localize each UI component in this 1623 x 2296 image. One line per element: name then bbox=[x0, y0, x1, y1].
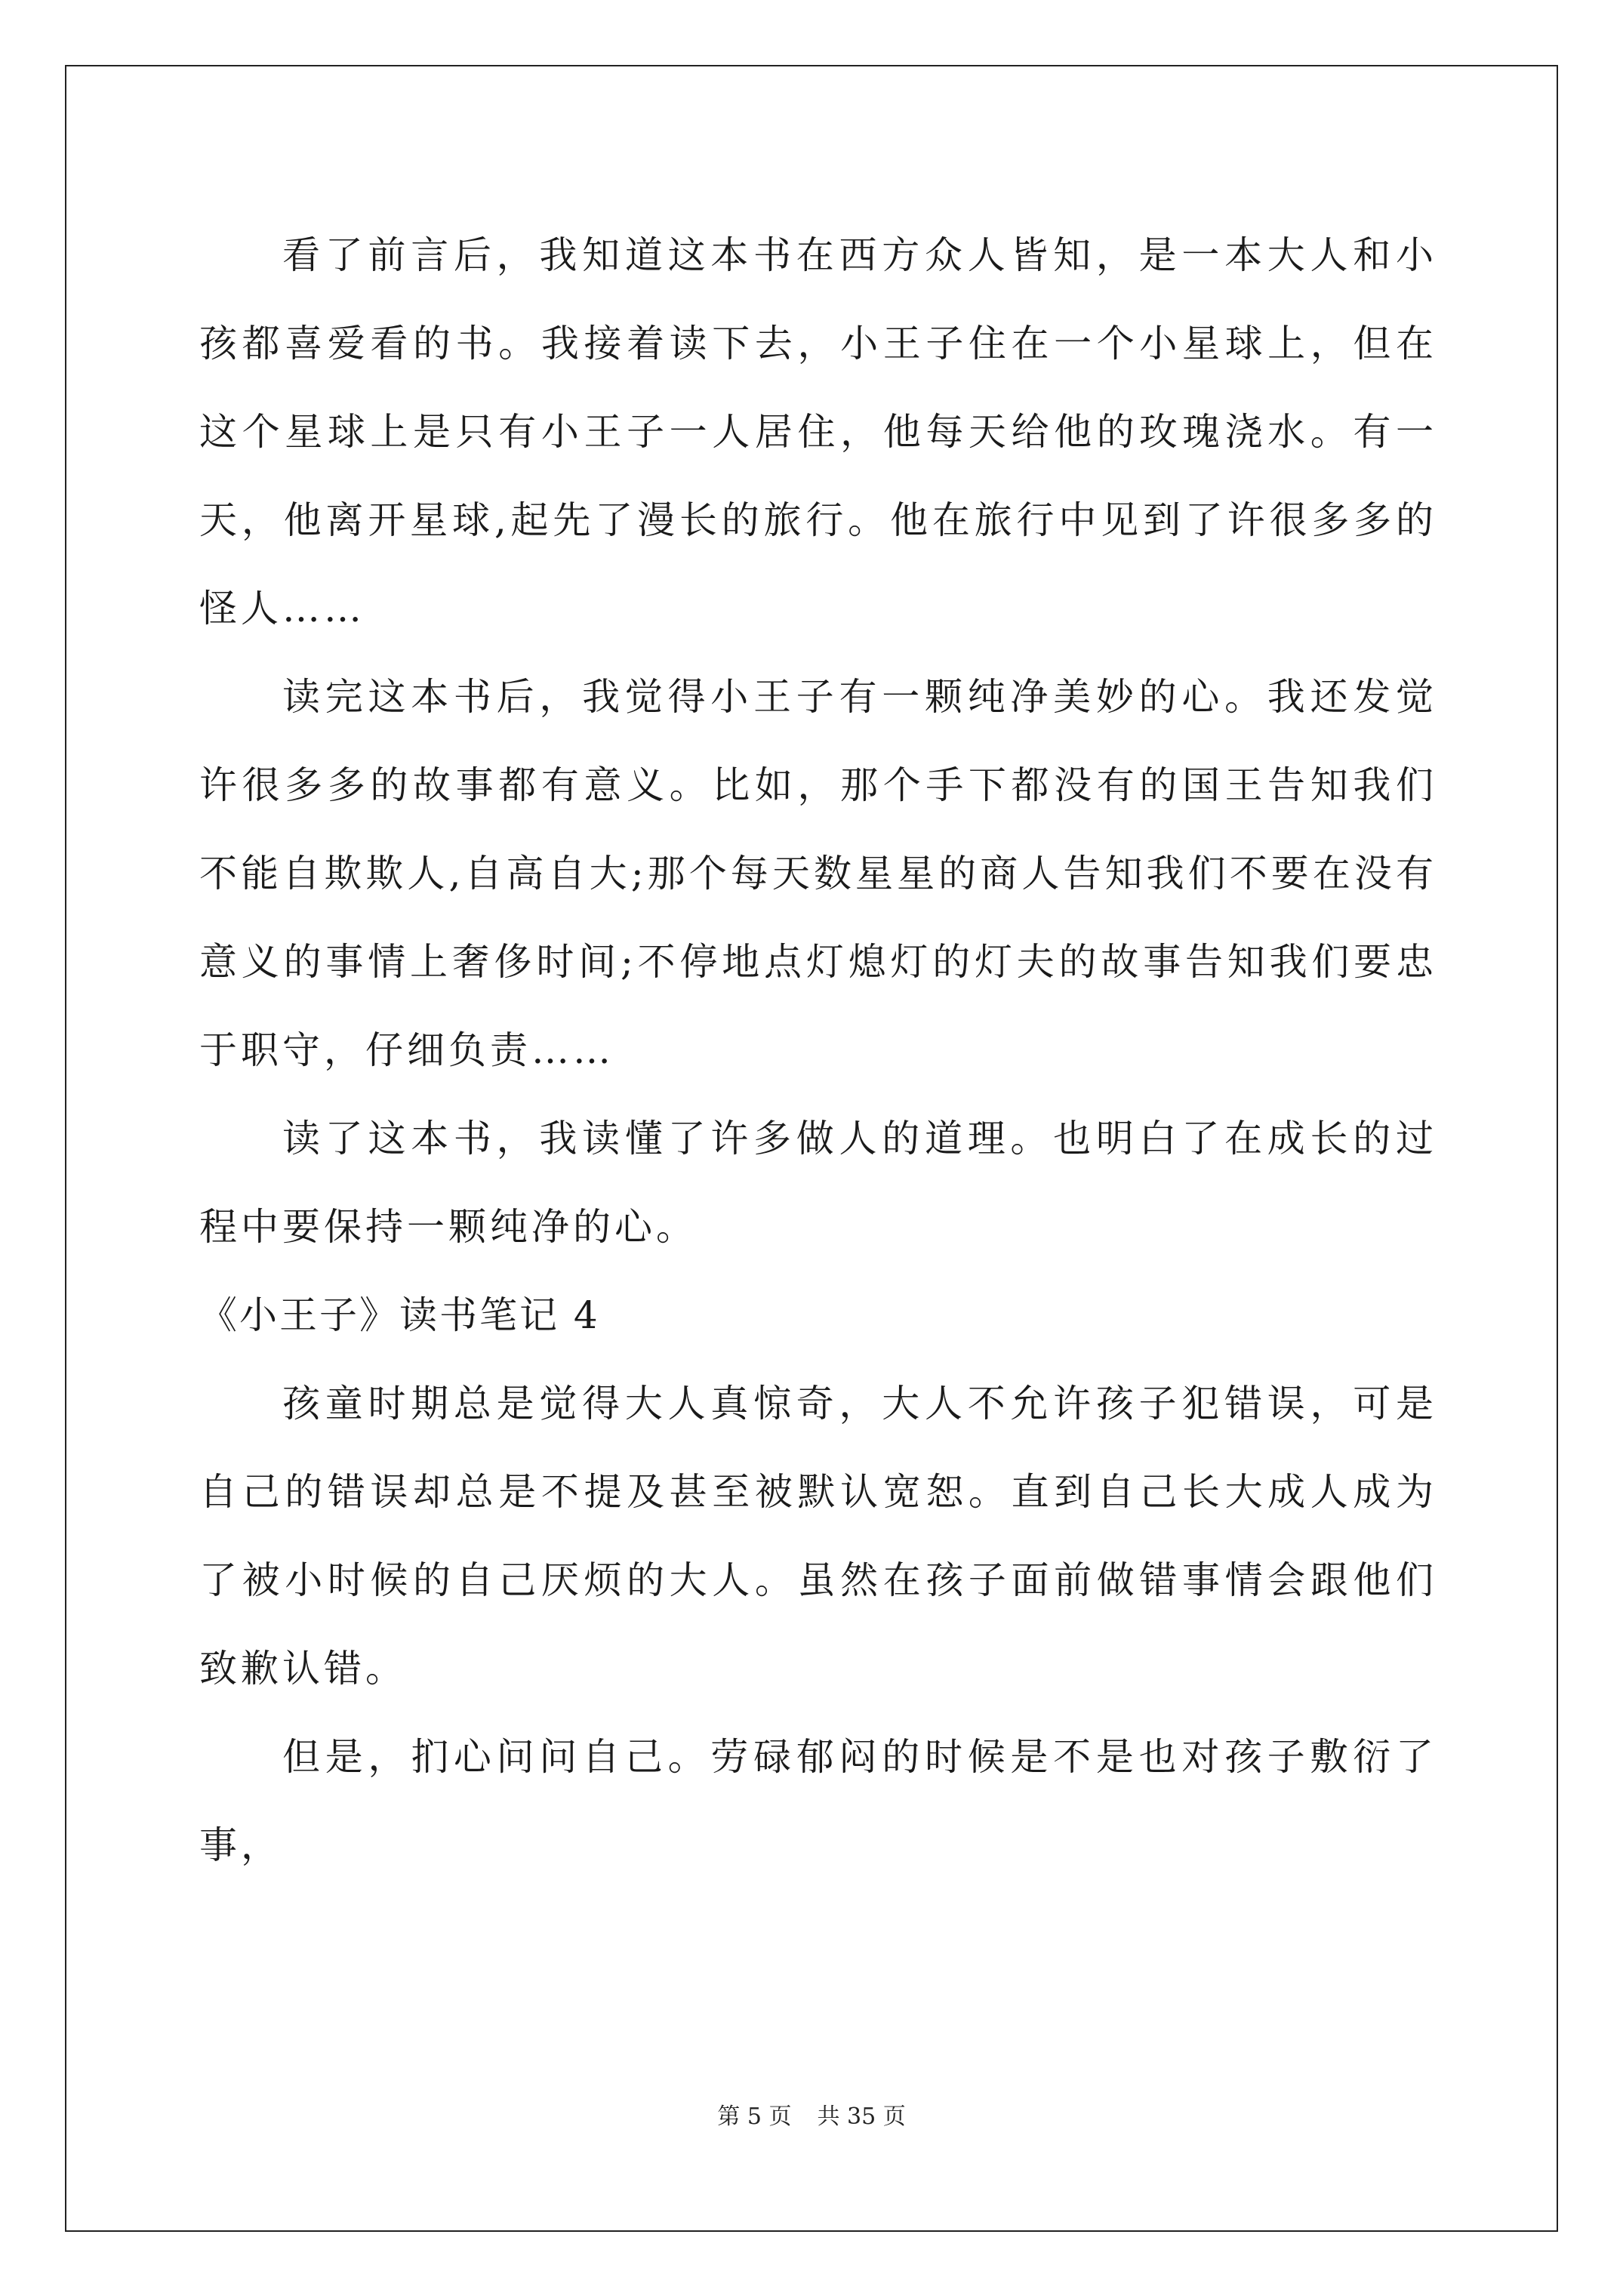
paragraph-1: 看了前言后，我知道这本书在西方众人皆知，是一本大人和小孩都喜爱看的书。我接着读下去，小王子住在一个小星球上，但在这个星球上是只有小王子一人居住，他每天给他的玫瑰浇水。有一天，他离开星球,起先了漫长的旅行。他在旅行中见到了许很多多的怪人…… bbox=[199, 233, 1437, 630]
section-title: 《小王子》读书笔记 4 bbox=[199, 1293, 600, 1337]
paragraph-2: 读完这本书后，我觉得小王子有一颗纯净美妙的心。我还发觉许很多多的故事都有意义。比如，那个手下都没有的国王告知我们不能自欺欺人,自高自大;那个每天数星星的商人告知我们不要在没有意义的事情上奢侈时间;不停地点灯熄灯的灯夫的故事告知我们要忠于职守，仔细负责…… bbox=[199, 675, 1437, 1072]
paragraph-3: 读了这本书，我读懂了许多做人的道理。也明白了在成长的过程中要保持一颗纯净的心。 bbox=[199, 1117, 1437, 1249]
document-body bbox=[199, 211, 1437, 1890]
page-number: 第 5 页 bbox=[717, 2103, 792, 2130]
page-footer bbox=[0, 2102, 1623, 2132]
page-total: 共 35 页 bbox=[817, 2103, 906, 2130]
section-paragraph-1: 孩童时期总是觉得大人真惊奇，大人不允许孩子犯错误，可是自己的错误却总是不提及甚至被默认宽恕。直到自己长大成人成为了被小时候的自己厌烦的大人。虽然在孩子面前做错事情会跟他们致歉认错。 bbox=[199, 1382, 1437, 1690]
section-paragraph-2: 但是，扪心问问自己。劳碌郁闷的时候是不是也对孩子敷衍了事， bbox=[199, 1735, 1437, 1867]
